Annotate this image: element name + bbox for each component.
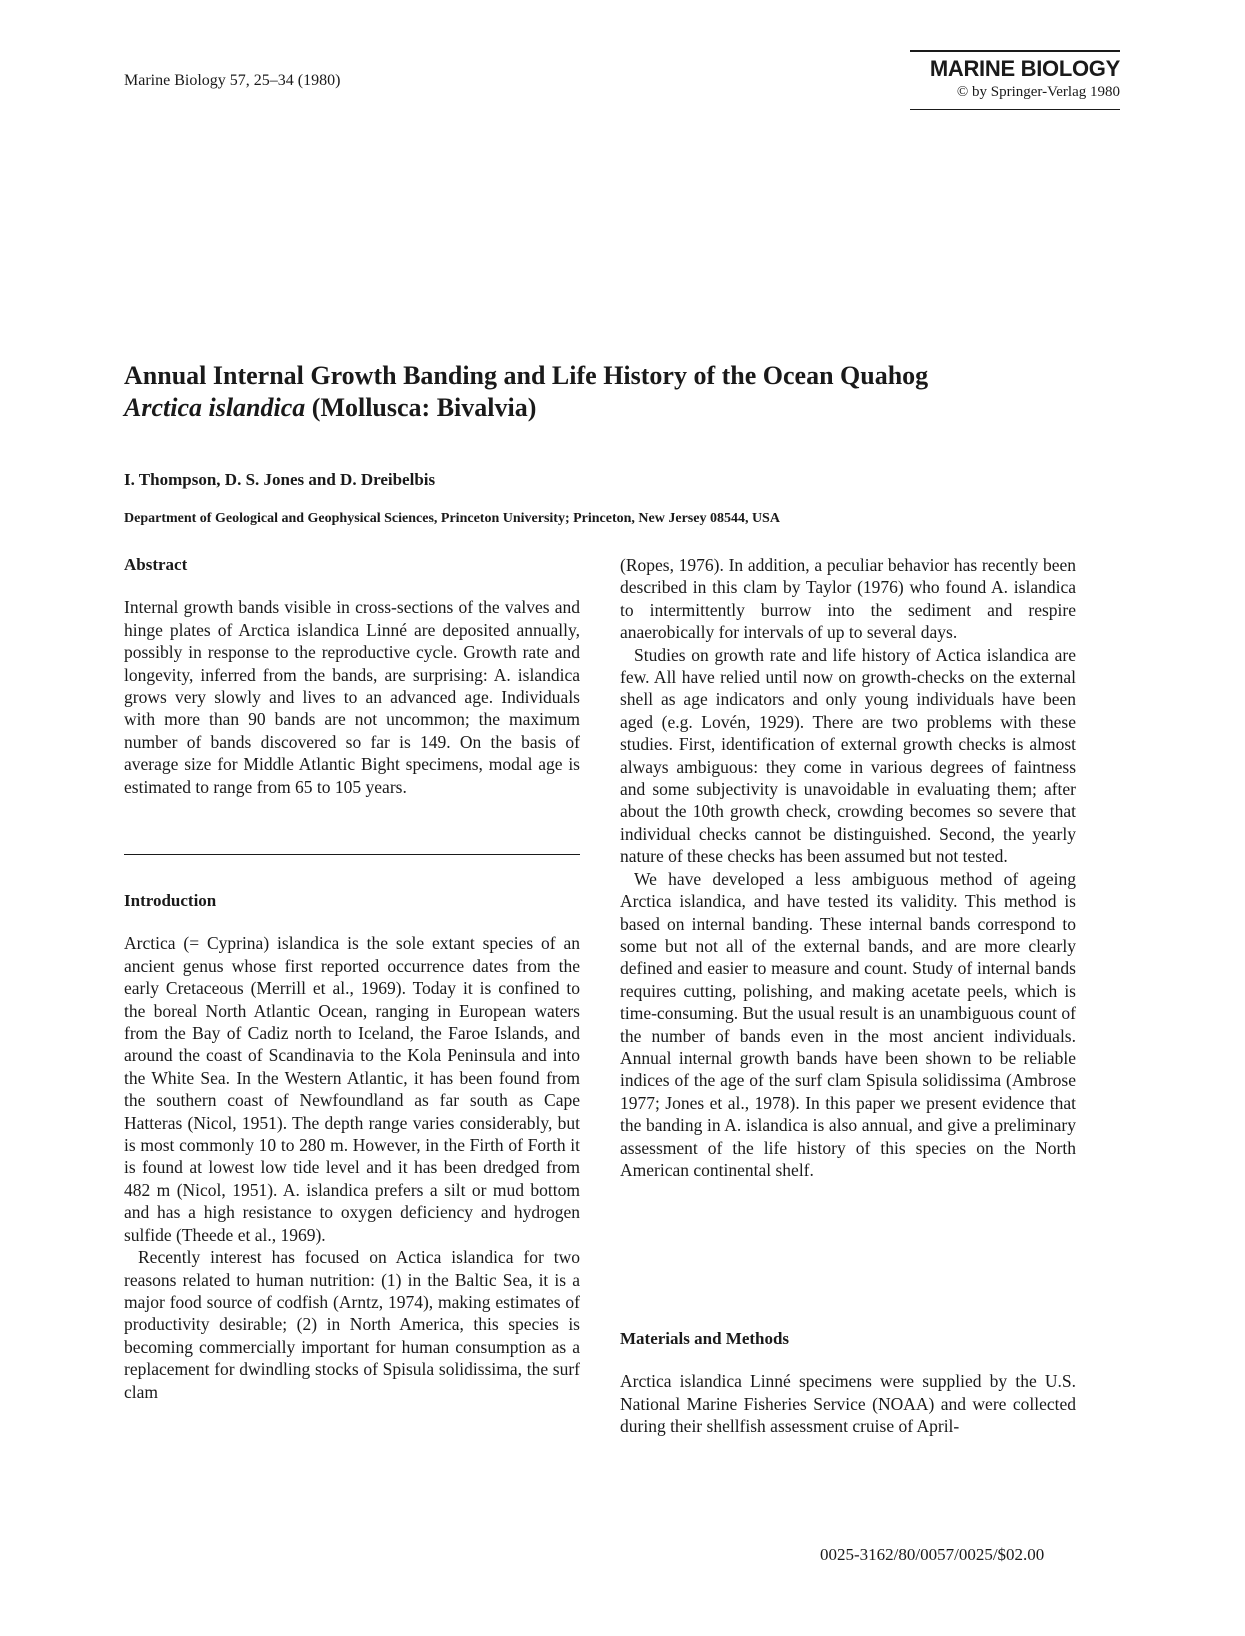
authors: I. Thompson, D. S. Jones and D. Dreibelbis	[124, 470, 436, 489]
intro-paragraph-2-continued: (Ropes, 1976). In addition, a peculiar behavior has recently been described in this clam by Taylor (1976) who found A. islandica to intermittently burrow into the sediment and respire anaerobically for intervals of up to several days.	[620, 555, 1076, 643]
introduction-heading: Introduction	[124, 891, 217, 910]
journal-brand-block	[900, 50, 1120, 110]
affiliation: Department of Geological and Geophysical Sciences, Princeton University; Princeton, New Jersey 08544, USA	[124, 511, 780, 526]
methods-section	[620, 1328, 1076, 1438]
title-taxon: (Mollusca: Bivalvia)	[305, 393, 537, 422]
article-title	[124, 360, 1124, 424]
intro-paragraph-1: Arctica (= Cyprina) islandica is the sole extant species of an ancient genus whose first reported occurrence dates from the early Cretaceous (Merrill et al., 1969). Today it is confined to the boreal North Atlantic Ocean, ranging in European waters from the Bay of Cadiz north to Iceland, the Faroe Islands, and around the coast of Scandinavia to the Kola Peninsula and into the White Sea. In the Western Atlantic, it has been found from the southern coast of Newfoundland as far south as Cape Hatteras (Nicol, 1951). The depth range varies considerably, but is most commonly 10 to 280 m. However, in the Firth of Forth it is found at lowest low tide level and it has been dredged from 482 m (Nicol, 1951). A. islandica prefers a silt or mud bottom and has a high resistance to oxygen deficiency and hydrogen sulfide (Theede et al., 1969).	[124, 933, 580, 1245]
section-divider	[124, 854, 580, 855]
article-code: 0025-3162/80/0057/0025/$02.00	[820, 1545, 1045, 1564]
intro-paragraph-2: Recently interest has focused on Actica islandica for two reasons related to human nutrition: (1) in the Baltic Sea, it is a major food source of codfish (Arntz, 1974), making estimates of productivity desirable; (2) in North America, this species is becoming commercially important for human consumption as a replacement for dwindling stocks of Spisula solidissima, the surf clam	[124, 1247, 580, 1402]
brand-top-rule	[910, 50, 1120, 52]
methods-paragraph: Arctica islandica Linné specimens were supplied by the U.S. National Marine Fisheries Service (NOAA) and were collected during their shellfish assessment cruise of April-	[620, 1371, 1076, 1437]
intro-paragraph-4: We have developed a less ambiguous method of ageing Arctica islandica, and have tested its validity. This method is based on internal banding. These internal bands correspond to some but not all of the external bands, and are more clearly defined and easier to measure and count. Study of internal bands requires cutting, polishing, and making acetate peels, which is time-consuming. But the usual result is an unambiguous count of the number of bands even in the most ancient individuals. Annual internal growth bands have been shown to be reliable indices of the age of the surf clam Spisula solidissima (Ambrose 1977; Jones et al., 1978). In this paper we present evidence that the banding in A. islandica is also annual, and give a preliminary assessment of the life history of this species on the North American continental shelf.	[620, 868, 1076, 1180]
abstract-text: Internal growth bands visible in cross-sections of the valves and hinge plates of Arctica islandica Linné are deposited annually, possibly in response to the reproductive cycle. Growth rate and longevity, inferred from the bands, are surprising: A. islandica grows very slowly and lives to an advanced age. Individuals with more than 90 bands are not uncommon; the maximum number of bands discovered so far is 149. On the basis of average size for Middle Atlantic Bight specimens, modal age is estimated to range from 65 to 105 years.	[124, 597, 580, 797]
right-column	[620, 554, 1076, 1181]
introduction-section	[124, 890, 580, 1403]
intro-paragraph-3: Studies on growth rate and life history of Actica islandica are few. All have relied until now on growth-checks on the external shell as age indicators and only young individuals have been aged (e.g. Lovén, 1929). There are two problems with these studies. First, identification of external growth checks is almost always ambiguous: they come in various degrees of faintness and some subjectivity is unavoidable in evaluating them; after about the 10th growth check, crowding becomes so severe that individual checks cannot be distinguished. Second, the yearly nature of these checks has been assumed but not tested.	[620, 644, 1076, 867]
title-line-1: Annual Internal Growth Banding and Life History of the Ocean Quahog	[124, 361, 929, 390]
title-line-2	[124, 392, 1124, 424]
abstract-heading: Abstract	[124, 555, 188, 574]
methods-heading: Materials and Methods	[620, 1329, 790, 1348]
journal-citation: Marine Biology 57, 25–34 (1980)	[124, 72, 341, 89]
abstract-section	[124, 554, 580, 798]
journal-brand: MARINE BIOLOGY	[929, 56, 1120, 81]
brand-bottom-rule	[910, 109, 1120, 110]
title-species: Arctica islandica	[124, 393, 306, 422]
copyright-notice: © by Springer-Verlag 1980	[956, 84, 1120, 100]
